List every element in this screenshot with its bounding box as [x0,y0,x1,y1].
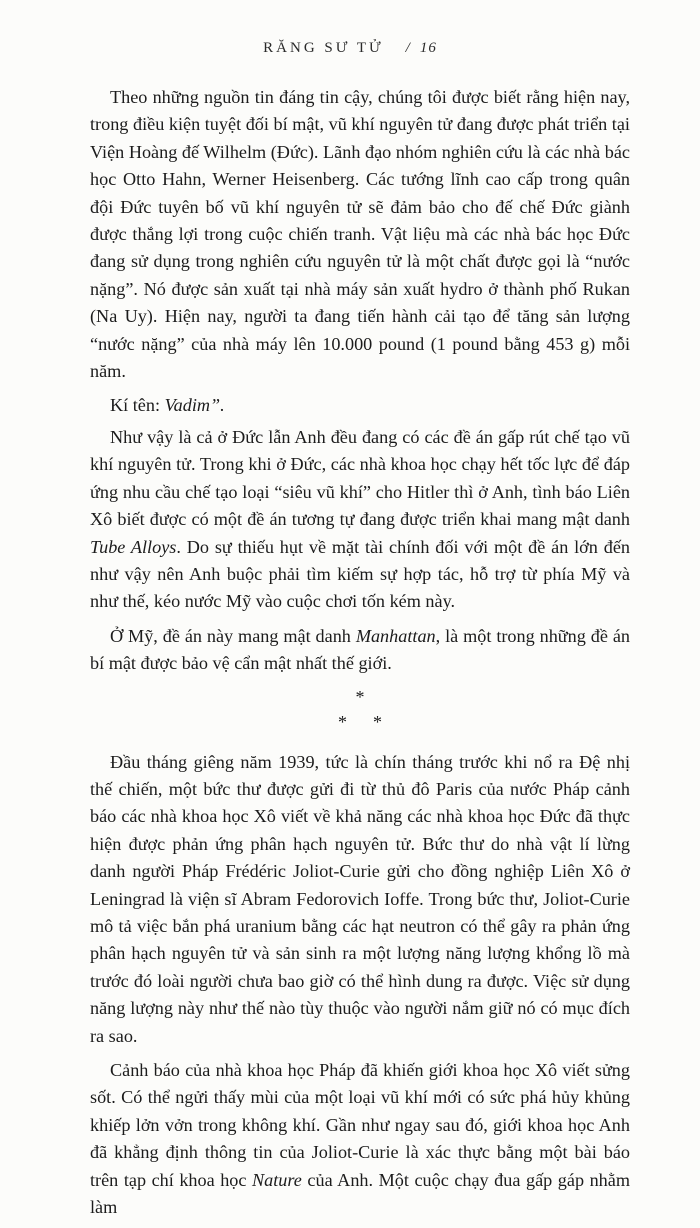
paragraph-text: . Do sự thiếu hụt về mặt tài chính đối với một đề án lớn đến như vậy nên Anh buộc phải tìm kiếm sự hợp tác, hỗ trợ từ phía Mỹ và như thế, kéo nước Mỹ vào cuộc chơi tốn kém này. [90,536,630,612]
header-separator: / [405,40,410,56]
paragraph-text: Như vậy là cả ở Đức lẫn Anh đều đang có các đề án gấp rút chế tạo vũ khí nguyên tử. Trong khi ở Đức, các nhà khoa học chạy hết tốc lực để đáp ứng nhu cầu chế tạo loại “siêu vũ khí” cho Hitler thì ở Anh, tình báo Liên Xô biết được có một đề án tương tự đang được triển khai mang mật danh [90,426,630,530]
paragraph-text: , là một trong những đề án bí mật được bảo vệ cẩn mật nhất thế giới. [90,625,630,674]
paragraph-manhattan [90,623,630,678]
divider-star: * [373,711,382,732]
page-body [90,84,630,1228]
codename-manhattan: Manhattan [355,625,436,646]
codename-tube-alloys: Tube Alloys [90,536,177,557]
paragraph-text: Cảnh báo của nhà khoa học Pháp đã khiến giới khoa học Xô viết sửng sốt. Có thể ngửi thấy mùi của một loại vũ khí mới có sức phá hủy khủng khiếp lởn vởn trong không khí. Gần như ngay sau đó, giới khoa học Anh đã khẳng định thông tin của Joliot-Curie là xác thực bằng một bài báo trên tạp chí khoa học [90,1060,630,1190]
signature-line [90,392,630,419]
signature-label: Kí tên: [110,395,165,416]
paragraph-joliot-curie-letter: Đầu tháng giêng năm 1939, tức là chín tháng trước khi nổ ra Đệ nhị thế chiến, một bức thư được gửi đi từ thủ đô Paris của nước Pháp cảnh báo các nhà khoa học Xô viết về khả năng các nhà khoa học Đức đã thực hiện được phản ứng phân hạch nguyên tử. Bức thư do nhà vật lí lừng danh người Pháp Frédéric Joliot-Curie gửi cho đồng nghiệp Liên Xô ở Leningrad là viện sĩ Abram Fedorovich Ioffe. Trong bức thư, Joliot-Curie mô tả việc bắn phá uranium bằng các hạt neutron có thể gây ra phản ứng phân hạch nguyên tử và sản sinh ra một lượng năng lượng khổng lồ mà trước đó loài người chưa bao giờ có thể hình dung ra được. Việc sử dụng năng lượng này như thế nào tùy thuộc vào người nắm giữ nó có mục đích ra sao. [90,751,630,1046]
paragraph-britain-germany [90,424,630,616]
divider-star: * [338,711,347,732]
paragraph-text: của Anh. Một cuộc chạy đua gấp gáp nhằm làm [90,1169,630,1218]
paragraph-soviet-reaction [90,1057,630,1221]
page-number: 16 [419,40,437,56]
journal-nature: Nature [252,1169,302,1190]
paragraph-report: Theo những nguồn tin đáng tin cậy, chúng tôi được biết rằng hiện nay, trong điều kiện tuyệt đối bí mật, vũ khí nguyên tử đang được phát triển tại Viện Hoàng đế Wilhelm (Đức). Lãnh đạo nhóm nghiên cứu là các nhà bác học Otto Hahn, Werner Heisenberg. Các tướng lĩnh cao cấp trong quân đội Đức tuyên bố vũ khí nguyên tử sẽ đảm bảo cho đế chế Đức giành được thắng lợi trong cuộc chiến tranh. Vật liệu mà các nhà bác học Đức đang sử dụng trong nghiên cứu nguyên tử là một chất được gọi là “nước nặng”. Nó được sản xuất tại nhà máy sản xuất hydro ở thành phố Rukan (Na Uy). Hiện nay, người ta đang tiến hành cải tạo để tăng sản lượng “nước nặng” của nhà máy lên 10.000 pound (1 pound bằng 453 g) mỗi năm. [90,87,630,382]
book-title: RĂNG SƯ TỬ [263,40,384,56]
divider-star: * [355,686,365,707]
paragraph-text: Ở Mỹ, đề án này mang mật danh [110,625,356,646]
signature-name: Vadim”. [164,395,225,416]
section-divider [90,685,630,735]
running-header [0,40,700,57]
